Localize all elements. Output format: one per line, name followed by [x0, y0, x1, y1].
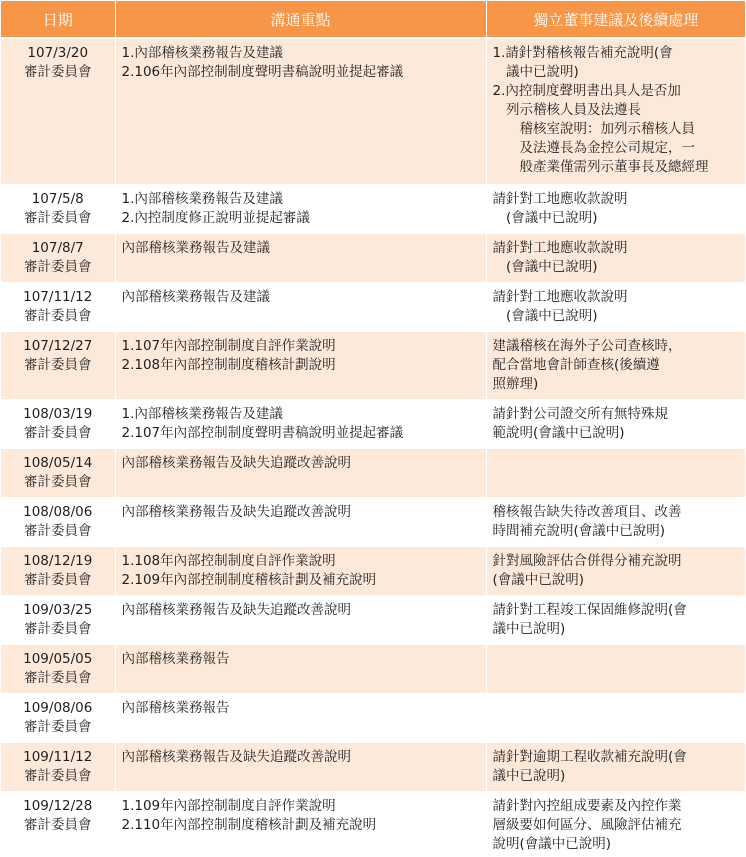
date-cell: [1, 742, 115, 791]
advice-cell-line: 建議稽核在海外子公司查核時，: [492, 337, 682, 354]
focus-cell-line: 1.內部稽核業務報告及建議: [121, 45, 283, 61]
advice-cell-line: 列示稽核人員及法遵長: [492, 102, 641, 118]
table-row: [1, 184, 745, 233]
date-cell-line: 107/5/8: [31, 190, 84, 207]
date-cell-line: 108/08/06: [23, 503, 93, 520]
date-cell-line: 107/8/7: [31, 239, 84, 256]
advice-cell-line: 稽核報告缺失待改善項目、改善: [492, 503, 682, 520]
advice-cell-line: 時間補充說明(會議中已說明): [492, 522, 666, 539]
focus-cell-line: 2.109年內部控制制度稽核計劃及補充說明: [121, 571, 377, 588]
table-row: [1, 331, 745, 399]
focus-cell: [115, 497, 486, 546]
date-cell-line: 108/03/19: [23, 405, 93, 422]
advice-cell: [486, 693, 745, 742]
focus-cell-line: 1.108年內部控制制度自評作業說明: [121, 552, 336, 569]
meeting-table: [1, 1, 745, 857]
date-cell-line: 108/12/19: [23, 552, 93, 569]
focus-cell: [115, 742, 486, 791]
advice-cell-line: 請針對內控組成要素及內控作業: [492, 797, 682, 814]
advice-cell: [486, 791, 745, 856]
advice-cell-line: 照辦理): [492, 375, 539, 392]
advice-cell: [486, 184, 745, 233]
date-cell: [1, 282, 115, 331]
focus-cell: [115, 331, 486, 399]
date-cell-line: 審計委員會: [24, 64, 92, 80]
advice-cell-line: (會議中已說明): [492, 307, 598, 324]
table-row: [1, 448, 745, 497]
date-cell-line: 審計委員會: [24, 209, 92, 226]
date-cell: [1, 497, 115, 546]
date-cell: [1, 38, 115, 184]
advice-cell-line: 請針對逾期工程收款補充說明(會: [492, 748, 687, 765]
focus-cell-line: 內部稽核業務報告: [121, 650, 230, 667]
focus-cell-line: 內部稽核業務報告及缺失追蹤改善說明: [121, 503, 351, 520]
focus-cell-line: 2.107年內部控制制度聲明書稿說明並提起審議: [121, 424, 404, 441]
advice-cell-line: (會議中已說明): [492, 571, 585, 588]
focus-cell-line: 1.109年內部控制制度自評作業說明: [121, 797, 336, 814]
advice-cell: [486, 595, 745, 644]
focus-cell: [115, 38, 486, 184]
date-cell-line: 109/05/05: [23, 650, 93, 667]
date-cell-line: 107/12/27: [23, 337, 93, 354]
focus-cell-line: 內部稽核業務報告及缺失追蹤改善說明: [121, 601, 351, 618]
focus-cell: [115, 448, 486, 497]
table-row: [1, 791, 745, 856]
date-cell-line: 審計委員會: [24, 307, 92, 324]
table-row: [1, 399, 745, 448]
date-cell-line: 107/3/20: [27, 45, 89, 61]
date-cell: [1, 546, 115, 595]
advice-cell: [486, 399, 745, 448]
table-row: [1, 38, 745, 184]
date-cell: [1, 448, 115, 497]
focus-cell: [115, 693, 486, 742]
advice-cell-line: 般產業僅需列示董事長及總經理: [492, 159, 709, 175]
table-row: [1, 644, 745, 693]
date-cell-line: 審計委員會: [24, 669, 92, 686]
table-row: [1, 497, 745, 546]
advice-cell-line: 配合當地會計師查核(後續遵: [492, 356, 660, 373]
date-cell-line: 109/08/06: [23, 699, 93, 716]
advice-cell: [486, 742, 745, 791]
advice-cell-line: 層級要如何區分、風險評估補充: [492, 816, 682, 833]
focus-cell: [115, 546, 486, 595]
focus-cell: [115, 282, 486, 331]
date-cell: [1, 644, 115, 693]
date-cell: [1, 233, 115, 282]
table-row: [1, 233, 745, 282]
table-body: [1, 38, 745, 856]
focus-cell: [115, 184, 486, 233]
advice-cell-line: 說明(會議中已說明): [492, 835, 612, 852]
advice-cell-line: 請針對工程竣工保固維修說明(會: [492, 601, 687, 618]
focus-cell-line: 內部稽核業務報告及缺失追蹤改善說明: [121, 454, 351, 471]
focus-cell-line: 1.內部稽核業務報告及建議: [121, 405, 283, 422]
advice-cell-line: (會議中已說明): [492, 209, 598, 226]
focus-cell-line: 1.107年內部控制制度自評作業說明: [121, 337, 336, 354]
column-header-focus: 溝通重點: [115, 1, 486, 38]
date-cell-line: 審計委員會: [24, 571, 92, 588]
focus-cell-line: 內部稽核業務報告: [121, 699, 230, 716]
focus-cell-line: 2.110年內部控制制度稽核計劃及補充說明: [121, 816, 377, 833]
advice-cell: [486, 497, 745, 546]
date-cell-line: 107/11/12: [23, 288, 93, 305]
advice-cell: [486, 233, 745, 282]
advice-cell: [486, 38, 745, 184]
focus-cell-line: 1.內部稽核業務報告及建議: [121, 190, 283, 207]
advice-cell: [486, 331, 745, 399]
advice-cell-line: 請針對工地應收款說明: [492, 288, 628, 305]
date-cell-line: 109/12/28: [23, 797, 93, 814]
advice-cell-line: 2.內控制度聲明書出具人是否加: [492, 83, 681, 99]
advice-cell-line: 稽核室說明：加列示稽核人員: [492, 121, 695, 137]
advice-cell-line: 請針對工地應收款說明: [492, 190, 628, 207]
date-cell-line: 審計委員會: [24, 767, 92, 784]
table-header-row: [1, 1, 745, 38]
advice-cell-line: 及法遵長為金控公司規定，一: [492, 140, 695, 156]
date-cell-line: 108/05/14: [23, 454, 93, 471]
column-header-date: 日期: [1, 1, 115, 38]
focus-cell: [115, 399, 486, 448]
advice-cell: [486, 282, 745, 331]
date-cell: [1, 693, 115, 742]
advice-cell: [486, 546, 745, 595]
focus-cell: [115, 644, 486, 693]
table-row: [1, 546, 745, 595]
date-cell-line: 審計委員會: [24, 718, 92, 735]
date-cell: [1, 399, 115, 448]
focus-cell: [115, 595, 486, 644]
focus-cell: [115, 791, 486, 856]
date-cell: [1, 791, 115, 856]
advice-cell: [486, 644, 745, 693]
date-cell: [1, 331, 115, 399]
advice-cell-line: 1.請針對稽核報告補充說明(會: [492, 45, 673, 61]
date-cell-line: 審計委員會: [24, 473, 92, 490]
date-cell-line: 審計委員會: [24, 522, 92, 539]
focus-cell-line: 內部稽核業務報告及建議: [121, 288, 270, 305]
advice-cell-line: 議中已說明): [492, 620, 566, 637]
focus-cell-line: 2.內控制度修正說明並提起審議: [121, 209, 310, 226]
advice-cell-line: 議中已說明): [492, 767, 566, 784]
advice-cell-line: 針對風險評估合併得分補充說明: [492, 552, 682, 569]
focus-cell-line: 2.108年內部控制制度稽核計劃說明: [121, 356, 336, 373]
date-cell-line: 109/11/12: [23, 748, 93, 765]
date-cell: [1, 595, 115, 644]
date-cell: [1, 184, 115, 233]
date-cell-line: 審計委員會: [24, 816, 92, 833]
date-cell-line: 審計委員會: [24, 356, 92, 373]
table-row: [1, 742, 745, 791]
advice-cell-line: (會議中已說明): [492, 258, 598, 275]
focus-cell-line: 2.106年內部控制制度聲明書稿說明並提起審議: [121, 64, 404, 80]
advice-cell-line: 請針對工地應收款說明: [492, 239, 628, 256]
focus-cell: [115, 233, 486, 282]
advice-cell-line: 請針對公司證交所有無特殊規: [492, 405, 668, 422]
date-cell-line: 審計委員會: [24, 258, 92, 275]
table-row: [1, 595, 745, 644]
advice-cell-line: 議中已說明): [492, 64, 579, 80]
focus-cell-line: 內部稽核業務報告及缺失追蹤改善說明: [121, 748, 351, 765]
date-cell-line: 109/03/25: [23, 601, 93, 618]
focus-cell-line: 內部稽核業務報告及建議: [121, 239, 270, 256]
table-row: [1, 282, 745, 331]
table-row: [1, 693, 745, 742]
advice-cell-line: 範說明(會議中已說明): [492, 424, 625, 441]
advice-cell: [486, 448, 745, 497]
date-cell-line: 審計委員會: [24, 424, 92, 441]
date-cell-line: 審計委員會: [24, 620, 92, 637]
column-header-advice: 獨立董事建議及後續處理: [486, 1, 745, 38]
